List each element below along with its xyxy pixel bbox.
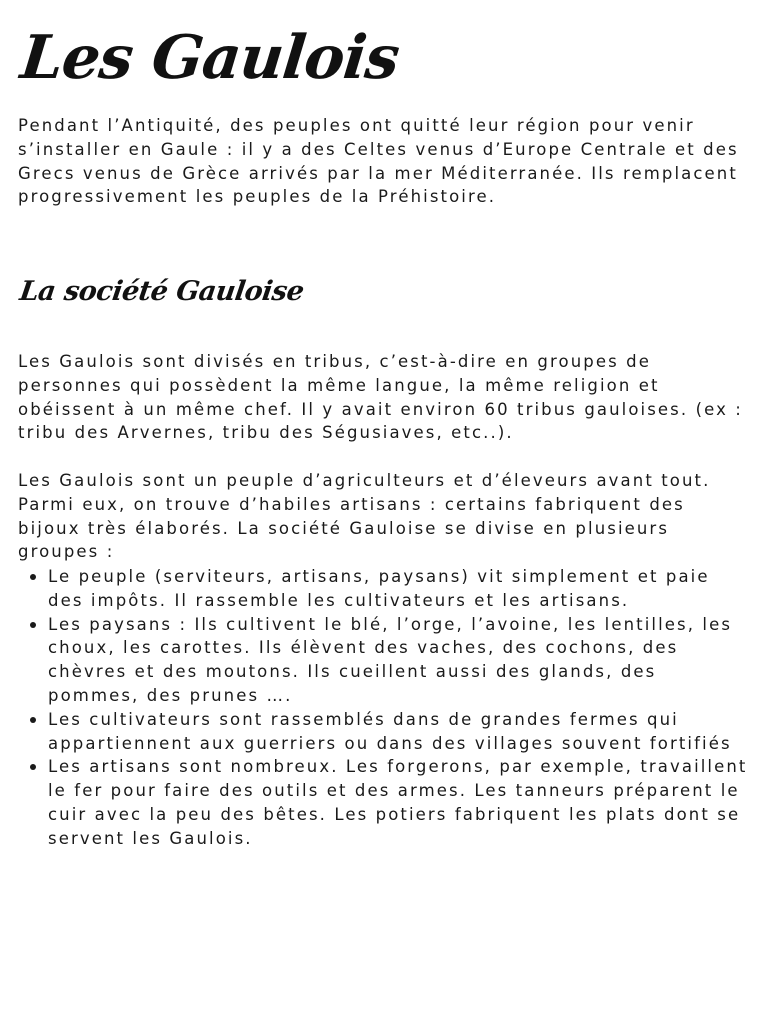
society-groups-list — [48, 565, 748, 851]
bullet-icon — [30, 574, 36, 580]
section-paragraph-society: Les Gaulois sont un peuple d’agriculteurs et d’éleveurs avant tout. Parmi eux, on trouve d’habiles artisans : certains fabriquent des bijoux très élaborés. La société Gauloise se divise en plusieurs groupes : — [18, 471, 711, 562]
bullet-icon — [30, 622, 36, 628]
list-item — [48, 755, 748, 850]
list-item-text: Les cultivateurs sont rassemblés dans de grandes fermes qui appartiennent aux guerriers ou dans des villages souvent fortifiés — [48, 709, 732, 753]
bullet-icon — [30, 764, 36, 770]
section-paragraph-tribes: Les Gaulois sont divisés en tribus, c’est-à-dire en groupes de personnes qui possèdent la même langue, la même religion et obéissent à un même chef. Il y avait environ 60 tribus gauloises. (ex : tribu des Arvernes, tribu des Ségusiaves, etc..). — [18, 352, 743, 443]
list-item-text: Les artisans sont nombreux. Les forgerons, par exemple, travaillent le fer pour faire des outils et des armes. Les tanneurs préparent le cuir avec la peu des bêtes. Les potiers fabriquent les plats dont se servent les Gaulois. — [48, 757, 748, 848]
page-title: Les Gaulois — [17, 23, 402, 93]
bullet-icon — [30, 717, 36, 723]
section-title: La société Gauloise — [17, 276, 306, 307]
list-item — [48, 613, 748, 708]
list-item — [48, 565, 748, 613]
list-item-text: Les paysans : Ils cultivent le blé, l’orge, l’avoine, les lentilles, les choux, les carottes. Ils élèvent des vaches, des cochons, des chèvres et des moutons. Ils cueillent aussi des glands, des pommes, des prunes …. — [48, 614, 733, 705]
list-item — [48, 708, 748, 756]
list-item-text: Le peuple (serviteurs, artisans, paysans) vit simplement et paie des impôts. Il rassemble les cultivateurs et les artisans. — [48, 567, 710, 610]
intro-paragraph: Pendant l’Antiquité, des peuples ont quitté leur région pour venir s’installer en Gaule : il y a des Celtes venus d’Europe Centrale et des Grecs venus de Grèce arrivés par la mer Méditerranée. Ils remplacent progressivement les peuples de la Préhistoire. — [18, 116, 739, 207]
